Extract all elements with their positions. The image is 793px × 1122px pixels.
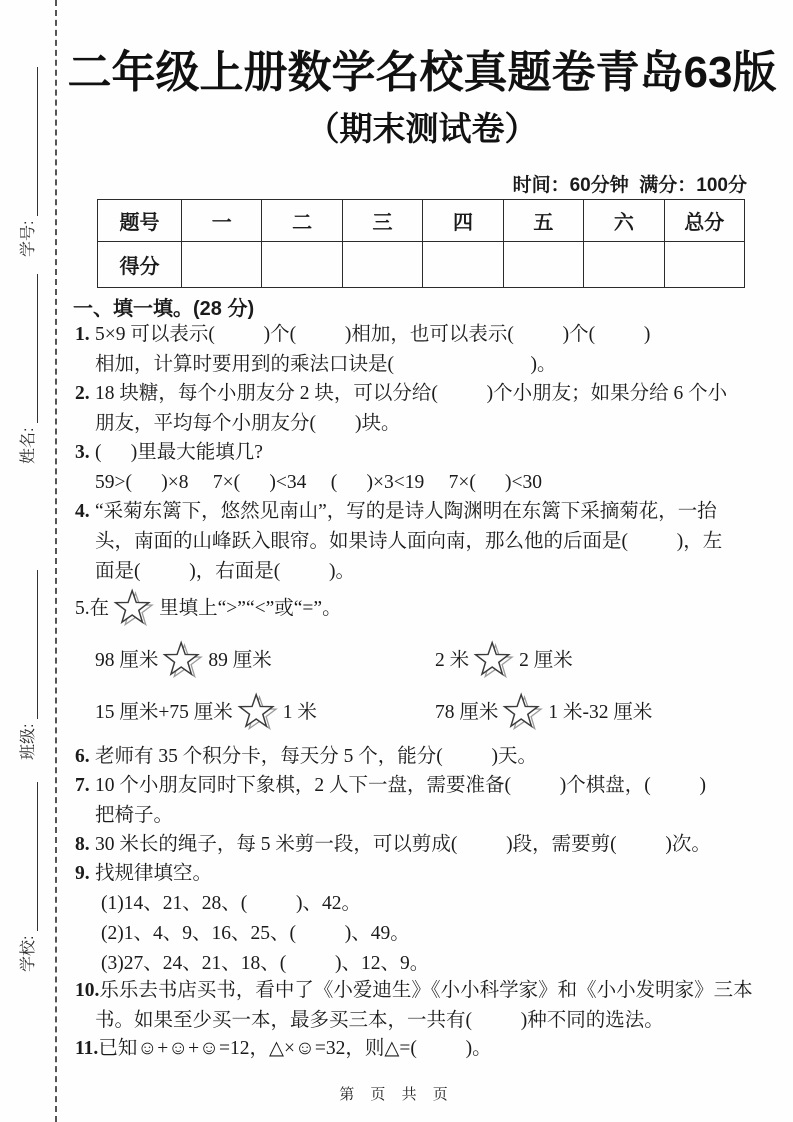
question-5-row-2 [75,687,775,739]
question-7 [75,771,775,831]
score-table-col-2: 二 [262,200,342,242]
question-2-number: 2. [75,383,90,404]
score-table-header-row [98,200,745,242]
question-9-item-1: (1)14、21、28、( )、42。 [101,893,361,914]
question-3-line-1: ( )里最大能填几? [95,442,263,463]
question-4-number: 4. [75,501,90,522]
question-8-line-1: 30 米长的绳子，每 5 米剪一段，可以剪成( )段，需要剪( )次。 [95,834,711,855]
question-1-line-1: 5×9 可以表示( )个( )相加，也可以表示( )个( ) [95,324,651,345]
question-4-line-3: 面是( )，右面是( )。 [95,561,355,582]
star-icon [112,588,156,630]
question-5-intro-suffix: 里填上“>”“<”或“=”。 [159,598,342,619]
question-4 [75,497,775,587]
comparison-3-right: 1 米 [282,702,317,723]
score-table-col-1: 一 [182,200,262,242]
question-11-number: 11. [75,1038,99,1059]
comparison-1-right: 89 厘米 [208,650,272,671]
question-9-number: 9. [75,863,90,884]
question-5-intro [75,583,775,635]
question-8-number: 8. [75,834,90,855]
question-5-row-1 [75,635,775,687]
score-table-score-row [98,242,745,288]
comparison-2 [435,640,573,682]
score-table-col-6: 六 [584,200,664,242]
question-6-number: 6. [75,746,90,767]
star-icon [236,692,280,734]
star-icon [472,640,516,682]
question-2-line-2: 朋友，平均每个小朋友分( )块。 [95,413,401,434]
score-table-col-3: 三 [342,200,422,242]
question-4-line-1: “采菊东篱下，悠然见南山”，写的是诗人陶渊明在东篱下采摘菊花，一抬 [95,501,717,522]
class-blank-line [18,570,38,719]
question-6 [75,742,775,772]
score-cell [503,242,583,288]
comparison-1-left: 98 厘米 [95,650,159,671]
question-5 [75,583,775,739]
score-cell [182,242,262,288]
score-table-corner: 题号 [98,200,182,242]
question-2 [75,379,775,439]
question-6-line-1: 老师有 35 个积分卡，每天分 5 个，能分( )天。 [95,746,537,767]
score-cell [342,242,422,288]
question-1 [75,320,775,380]
question-9-item-2: (2)1、4、9、16、25、( )、49。 [101,923,410,944]
question-8 [75,830,775,860]
question-11-line-1: 已知☺+☺+☺=12，△×☺=32，则△=( )。 [98,1038,492,1059]
question-3 [75,438,775,498]
question-5-intro-prefix: 在 [89,598,110,619]
star-icon [501,692,545,734]
comparison-4-left: 78 厘米 [435,702,499,723]
star-icon [161,640,205,682]
question-5-number: 5. [75,598,90,619]
question-7-number: 7. [75,775,90,796]
comparison-1 [95,640,435,682]
question-9 [75,859,775,979]
student-id-blank-line [18,67,38,216]
student-name-blank-line [18,274,38,423]
page-title: 二年级上册数学名校真题卷青岛63版 [67,48,777,97]
comparison-4-right: 1 米-32 厘米 [548,702,653,723]
class-label: 班级: [20,723,37,760]
comparison-3-left: 15 厘米+75 厘米 [95,702,233,723]
score-cell [584,242,664,288]
comparison-2-left: 2 米 [435,650,470,671]
school-blank-line [18,782,38,931]
score-table-col-5: 五 [503,200,583,242]
score-cell [262,242,342,288]
time-score-meta: 时间：60分钟 满分：100分 [512,175,747,196]
question-1-number: 1. [75,324,90,345]
question-11 [75,1034,775,1064]
student-name-label: 姓名: [20,427,37,464]
question-1-line-2: 相加，计算时要用到的乘法口诀是( )。 [95,354,557,375]
question-7-line-1: 10 个小朋友同时下象棋，2 人下一盘，需要准备( )个棋盘，( ) [95,775,706,796]
question-10-line-1: 乐乐去书店买书，看中了《小爱迪生》《小小科学家》和《小小发明家》三本 [99,980,753,1001]
student-id-label: 学号: [20,220,37,257]
score-row-label: 得分 [98,242,182,288]
section-1-heading: 一、填一填。(28 分) [73,298,255,320]
student-info-sidebar [0,0,57,1122]
page-subtitle: （期末测试卷） [306,110,538,147]
score-cell [423,242,503,288]
question-2-line-1: 18 块糖，每个小朋友分 2 块，可以分给( )个小朋友；如果分给 6 个小 [95,383,728,404]
exam-content [57,0,793,1122]
student-id-field [12,67,38,257]
score-table-col-4: 四 [423,200,503,242]
comparison-4 [435,692,652,734]
question-10 [75,976,775,1036]
question-10-line-2: 书。如果至少买一本，最多买三本，一共有( )种不同的选法。 [95,1010,664,1031]
class-field [12,570,38,760]
score-table [97,199,745,288]
school-label: 学校: [20,935,37,972]
question-3-line-2: 59>( )×8 7×( )<34 ( )×3<19 7×( )<30 [95,472,543,493]
student-name-field [12,274,38,464]
page-footer: 第 页 共 页 [339,1086,454,1103]
comparison-3 [95,692,435,734]
question-7-line-2: 把椅子。 [95,805,174,826]
question-10-number: 10. [75,980,100,1001]
question-9-heading: 找规律填空。 [95,863,213,884]
question-4-line-2: 头，南面的山峰跃入眼帘。如果诗人面向南，那么他的后面是( )，左 [95,531,723,552]
score-cell [664,242,744,288]
score-table-col-total: 总分 [664,200,744,242]
question-3-number: 3. [75,442,90,463]
question-9-item-3: (3)27、24、21、18、( )、12、9。 [101,953,430,974]
comparison-2-right: 2 厘米 [519,650,573,671]
school-field [12,782,38,972]
